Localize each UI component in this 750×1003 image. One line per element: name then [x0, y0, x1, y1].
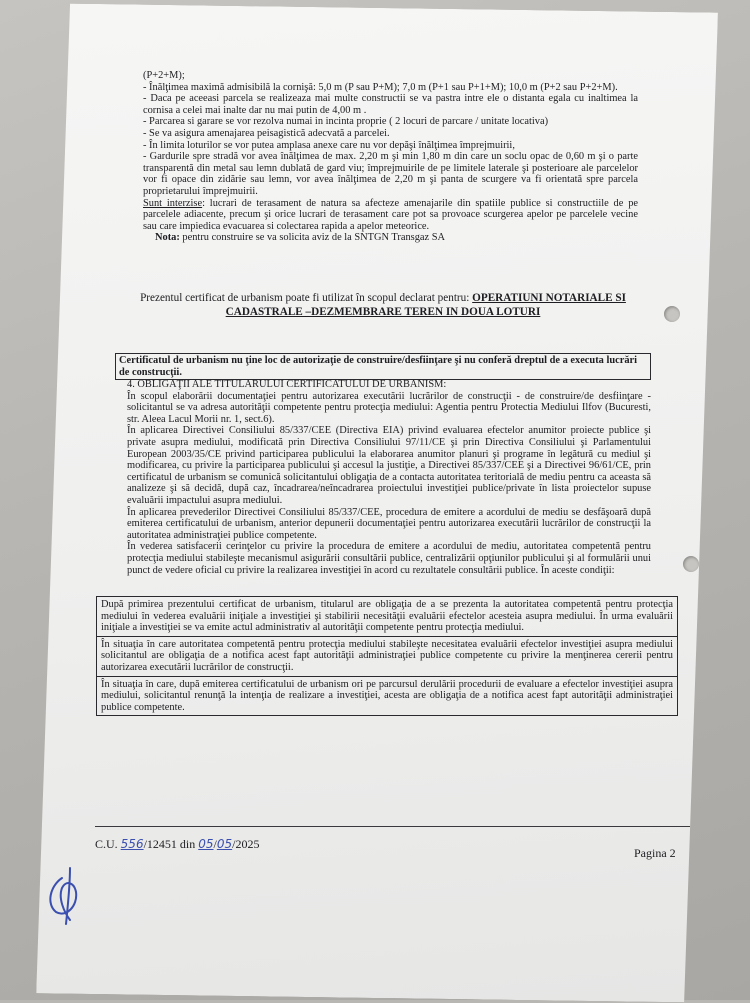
- notice-box: Certificatul de urbanism nu ţine loc de autorizaţie de construire/desfiinţare şi nu conferă dreptul de a executa lucrări de construcţii.: [115, 353, 651, 380]
- section-4: [115, 379, 651, 576]
- issue-day: 05: [198, 837, 214, 851]
- condition-row: În situaţia în care, după emiterea certificatului de urbanism ori pe parcursul derulării procedurii de evaluare a efectelor investiţiei asupra mediului, solicitantul renunţă la intenţia de realizare a investiţiei, acesta are obligaţia de a notifica acest fapt autorităţii administraţiei publice competente.: [101, 678, 673, 713]
- note-line: [143, 232, 638, 244]
- cu-number: 556: [120, 837, 144, 851]
- page-number: Pagina 2: [634, 846, 676, 860]
- regulation-line: - În limita loturilor se vor putea amplasa anexe care nu vor depăşi înălţimea împrejmuirii,: [143, 139, 515, 151]
- cu-label: C.U.: [95, 837, 118, 851]
- regulation-line: - Se va asigura amenajarea peisagistică adecvată a parcelei.: [143, 127, 390, 139]
- section-4-paragraph: În vederea satisfacerii cerinţelor cu privire la procedura de emitere a acordului de mediu, autoritatea competentă pentru protecţia mediului stabileşte mecanismul asigurării consultării publice, centralizării opţiunilor publicului şi al formulării unui punct de vedere oficial cu privire la realizarea investiţiei în acord cu rezultatele consultării publice. În aceste condiţii:: [127, 541, 651, 576]
- section-4-paragraph: În aplicarea Directivei Consiliului 85/337/CEE (Directiva EIA) privind evaluarea efectelor anumitor proiecte publice şi private asupra mediului, modificată prin Directiva Consiliului 97/11/CE şi prin Directiva Consiliului şi Parlamentului European 2003/35/CE privind participarea publicului la elaborarea anumitor planuri şi programe în legătură cu mediul şi modificarea, cu privire la participarea publicului şi accesul la justiţie, a Directivei 85/337/CEE şi a Directivei 96/61/CE, prin certificatul de urbanism se comunică solicitantului obligaţia de a contacta autoritatea teritorială de mediu pentru ca aceasta să analizeze şi să decidă, după caz, încadrarea/neîncadrarea proiectului investiţiei publice/private în lista proiectelor supuse evaluării impactului asupra mediului.: [127, 425, 651, 506]
- issue-year: /2025: [232, 837, 260, 851]
- regulation-line: - Parcarea si garare se vor rezolva numai in incinta proprie ( 2 locuri de parcare / unitate locativa): [143, 116, 549, 128]
- condition-row: În situaţia în care autoritatea competentă pentru protecţia mediului stabileşte necesitatea evaluării efectelor investiţiei asupra mediului solicitantul are obligaţia de a notifica acest fapt autorităţii administraţiei publice competente cu privire la menţinerea cererii pentru autorizarea executării lucrărilor de construcţii.: [97, 637, 677, 677]
- regulation-line: - Înălţimea maximă admisibilă la cornişă: 5,0 m (P sau P+M); 7,0 m (P+1 sau P+1+M); 10,0 m (P+2 sau P+2+M).: [143, 81, 618, 93]
- handwritten-signature: [40, 860, 100, 930]
- issue-month: 05: [216, 837, 233, 851]
- building-regulations: [143, 70, 638, 244]
- footer-rule: [95, 826, 690, 827]
- section-4-title: 4. OBLIGAŢII ALE TITULARULUI CERTIFICATULUI DE URBANISM:: [127, 379, 447, 390]
- section-4-paragraph: În aplicarea prevederilor Directivei Consiliului 85/337/CEE, procedura de emitere a acordului de mediu se desfăşoară după emiterea certificatului de urbanism, anterior depunerii documentaţiei pentru autorizarea executării lucrărilor de construcţii la autoritatea administraţiei publice competente.: [127, 506, 651, 541]
- section-4-paragraph: În scopul elaborării documentaţiei pentru autorizarea executării lucrărilor de construcţii - de construire/de desfiinţare - solicitantul se va adresa autorităţii competente pentru protecţia mediului: Agentia pentru Protectia Mediului Ilfov (Bucuresti, str. Aleea Lacul Morii nr. 1, sect.6).: [127, 390, 651, 425]
- prohibited-text: : lucrari de terasament de natura sa afecteze amenajarile din spatiile publice si constructiile de pe parcelele adiacente, precum şi orice lucrari de terasament care pot sa provoace scurgerea apelor pe parcelele vecine sau care impiedica evacuarea si colectarea rapida a apelor meteorice.: [143, 197, 639, 232]
- note-text: pentru construire se va solicita aviz de la SNTGN Transgaz SA: [179, 232, 446, 244]
- certificate-purpose: [118, 291, 648, 319]
- purpose-prefix: Prezentul certificat de urbanism poate fi utilizat în scopul declarat pentru:: [140, 292, 473, 304]
- condition-row: După primirea prezentului certificat de urbanism, titularul are obligaţia de a se prezenta la autoritatea competentă pentru protecţia mediului în vederea evaluării iniţiale a investiţiei şi stabilirii necesităţii evaluării efectelor acesteia asupra mediului. În urma evaluării iniţiale a investiţiei se va emite actul administrativ al autorităţii competente pentru protecţia mediului.: [97, 597, 677, 637]
- note-label: Nota:: [155, 232, 180, 244]
- regulation-line: (P+2+M);: [143, 70, 185, 81]
- footer-reference: C.U. 556/12451 din 05/05/2025: [95, 837, 260, 851]
- prohibited-works: [143, 198, 638, 233]
- regulation-line: - Daca pe aceeasi parcela se realizeaza mai multe constructii se va pastra intre ele o distanta egala cu inaltimea la cornisa a celei mai inalte dar nu mai putin de 4,00 m .: [143, 93, 638, 116]
- regulation-line: - Gardurile spre stradă vor avea înălţimea de max. 2,20 m şi min 1,80 m din care un soclu opac de 0,60 m şi o parte transparentă din metal sau lemn dublată de gard viu; împrejmuirile de pe limitele laterale şi posterioare ale parcelelor vor fi opace din zidărie sau lemn, vor avea înălţimea de 2,20 m şi panta de scurgere va fi orientată spre parcela proprietarului împrejmuirii.: [143, 151, 638, 197]
- registry-text: /12451 din: [143, 837, 196, 851]
- purpose-text: OPERATIUNI NOTARIALE SI CADASTRALE –DEZMEMBRARE TEREN IN DOUA LOTURI: [225, 292, 626, 318]
- conditions-table: [96, 596, 678, 716]
- prohibited-label: Sunt interzise: [143, 197, 203, 209]
